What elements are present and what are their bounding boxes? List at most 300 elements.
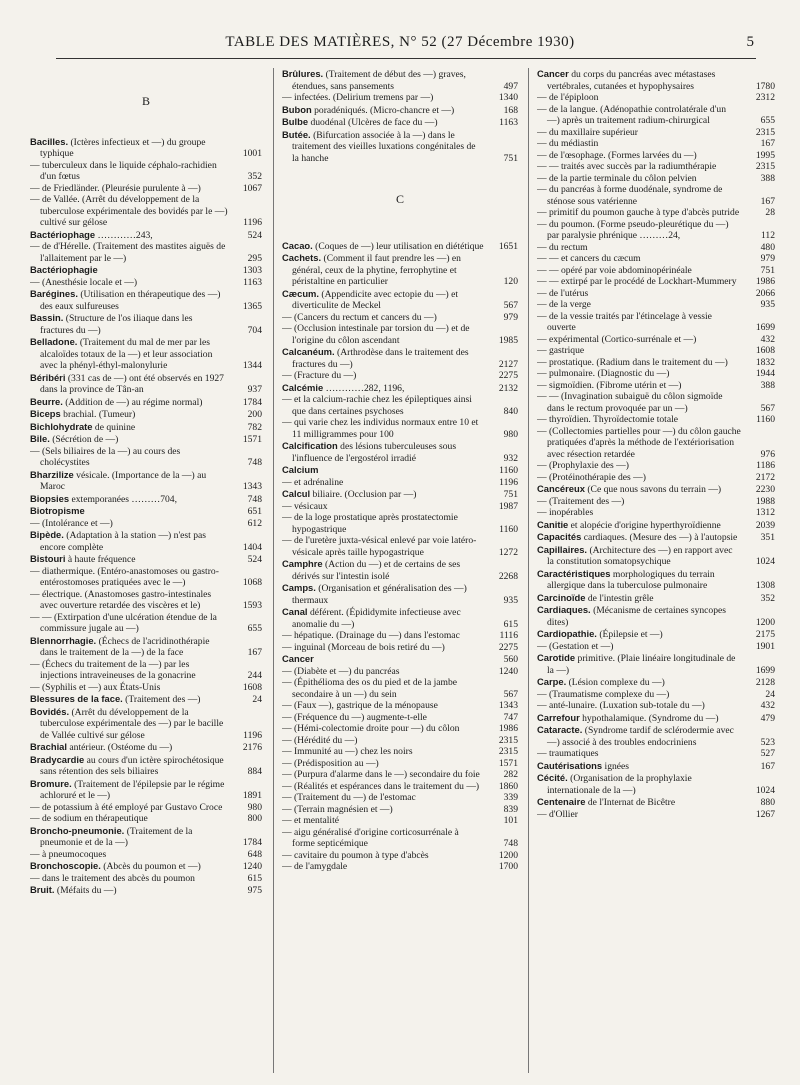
index-term: Calcium <box>282 464 319 475</box>
index-text: — pulmonaire. (Diagnostic du —) <box>537 368 670 379</box>
index-term: Brûlures. <box>282 68 324 79</box>
index-text: antérieur. (Ostéome du —) <box>69 742 173 753</box>
page-reference: 1832 <box>755 356 775 368</box>
index-entry <box>30 493 262 506</box>
page-reference: 840 <box>503 405 518 417</box>
index-text: — de Friedländer. (Pleurésie purulente à —) <box>30 182 201 194</box>
page-reference: 352 <box>760 592 775 604</box>
index-term: Cacao. <box>282 239 313 251</box>
index-term: Camphre <box>282 558 323 569</box>
page-reference: 1272 <box>498 546 518 558</box>
page-reference: 567 <box>503 300 518 311</box>
page-reference: 1891 <box>242 790 262 801</box>
page-reference: 24 <box>252 694 262 705</box>
index-text: (Arrêt du développement de la tuberculose expérimentale des —) par le bacille de Vallée cultivé sur gélose <box>40 706 224 741</box>
index-entry <box>30 553 262 566</box>
page-reference: 1995 <box>755 149 775 161</box>
page-reference: 244 <box>247 670 262 681</box>
index-column-3 <box>537 68 775 1078</box>
section-letter: B <box>141 94 150 108</box>
index-entry <box>282 382 518 395</box>
index-text: primitive. (Plaie linéaire longitudinale de la —) <box>547 653 736 676</box>
index-entry <box>282 417 518 440</box>
index-term: Canitie <box>537 518 569 530</box>
index-entry <box>30 312 262 336</box>
page-reference: 168 <box>503 104 518 116</box>
page-reference: 1240 <box>498 665 518 677</box>
index-text: (Appendicite avec ectopie du —) et diverticulite de Meckel <box>292 288 459 311</box>
index-text: (Comment il faut prendre les —) en général, ceux de la phytine, ferrophytine et péristaltine en particulier <box>292 253 461 287</box>
index-entry <box>537 207 775 219</box>
page-reference: 2176 <box>242 742 262 753</box>
index-text: du corps du pancréas avec métastases vertébrales, cutanées et hypophysaires <box>547 69 716 92</box>
index-term: Calcémie <box>282 381 324 393</box>
index-entry <box>537 724 775 748</box>
page-reference: 979 <box>503 311 518 323</box>
index-entry <box>282 758 518 770</box>
page-reference: 884 <box>247 766 262 777</box>
index-text: — — extirpé par le procédé de Lockhart-Mummery <box>537 276 737 287</box>
page-reference: 527 <box>760 748 775 759</box>
index-entry <box>30 241 262 264</box>
index-term: Bharzilize <box>30 468 74 480</box>
index-text: — d'Ollier <box>537 808 578 820</box>
index-entry <box>282 712 518 724</box>
page-reference: 2315 <box>498 734 518 746</box>
index-term: Cardiopathie. <box>537 628 597 639</box>
index-text: — (Faux —), gastrique de la ménopause <box>282 700 438 711</box>
index-entry <box>537 219 775 242</box>
page-reference: 1163 <box>499 117 518 128</box>
page-reference: 560 <box>503 654 518 665</box>
index-entry <box>537 391 775 414</box>
index-entry <box>282 240 518 253</box>
index-text: — de la loge prostatique après prostatectomie hypogastrique <box>282 512 458 535</box>
index-text: — (Collectomies partielles pour —) du côlon gauche pratiquées d'après la méthode de l'extériorisation avec résection retardée <box>537 425 741 460</box>
page-reference: 800 <box>247 813 262 824</box>
index-text: (Épilepsie et —) <box>599 629 663 640</box>
index-text: — de l'œsophage. (Formes larvées du —) <box>537 149 697 161</box>
index-text: — de Vallée. (Arrêt du développement de la tuberculose expérimentale des bovidés par le —) cultivé sur gélose <box>30 194 228 228</box>
index-term: Bubon <box>282 103 312 115</box>
index-text: à haute fréquence <box>67 554 136 565</box>
header-rule <box>56 58 756 59</box>
index-term: Carcinoïde <box>537 591 586 603</box>
index-text: …………243, <box>97 229 153 241</box>
index-term: Béribéri <box>30 371 66 383</box>
index-text: (Méfaits du —) <box>56 885 117 896</box>
section-letter: C <box>395 192 404 206</box>
index-term: Canal <box>282 606 308 617</box>
page-reference: 1986 <box>755 276 775 287</box>
index-entry <box>282 116 518 129</box>
index-entry <box>282 252 518 288</box>
page-reference: 1303 <box>242 265 262 276</box>
page-reference: 651 <box>247 506 262 517</box>
index-entry <box>537 748 775 760</box>
page-reference: 295 <box>247 252 262 264</box>
index-text: — (Sels biliaires de la —) au cours des cholécystites <box>30 445 181 468</box>
index-entry <box>282 723 518 735</box>
page-reference: 1608 <box>755 345 775 356</box>
page-reference: 2175 <box>755 629 775 640</box>
index-entry <box>282 735 518 747</box>
index-term: Bradycardie <box>30 753 85 765</box>
index-text: — (Fracture du —) <box>282 370 357 381</box>
page-reference: 567 <box>760 402 775 414</box>
page-reference: 1571 <box>498 757 518 769</box>
page-reference: 1608 <box>242 681 262 693</box>
index-entry <box>30 825 262 849</box>
index-entry <box>537 712 775 725</box>
index-term: Cæcum. <box>282 287 319 299</box>
page-reference: 112 <box>760 230 775 241</box>
index-term: Bactériophage <box>30 228 96 240</box>
index-entry <box>282 677 518 700</box>
index-entry <box>30 136 262 160</box>
page-reference: 1901 <box>755 640 775 652</box>
index-text: — de la verge <box>537 299 591 310</box>
index-text: — — traités avec succès par la radiumthérapie <box>537 161 717 172</box>
page-reference: 612 <box>247 517 262 529</box>
page-reference: 1860 <box>498 780 518 792</box>
index-entry <box>537 604 775 628</box>
index-term: Bipède. <box>30 529 64 540</box>
index-entry <box>282 827 518 850</box>
index-entry <box>537 519 775 532</box>
index-text: — (Réalités et espérances dans le traitement du —) <box>282 780 480 792</box>
index-entry <box>537 544 775 568</box>
page-reference: 388 <box>760 172 775 184</box>
index-entry <box>537 357 775 369</box>
page-reference: 1780 <box>755 80 775 92</box>
page-reference: 2128 <box>755 677 775 688</box>
index-text: (Addition de —) au régime normal) <box>65 396 203 408</box>
index-text: — qui varie chez les individus normaux entre 10 et 11 milligrammes pour 100 <box>282 417 479 440</box>
index-text: (Organisation et généralisation des —) thermaux <box>292 583 467 606</box>
index-text: (331 cas de —) ont été observés en 1927 dans la province de Tân-an <box>40 372 224 395</box>
index-entry <box>30 183 262 195</box>
index-term: Calcul <box>282 488 311 499</box>
index-term: Cancer <box>537 68 569 79</box>
index-text: — (Anesthésie locale et —) <box>30 276 138 288</box>
page-reference: 975 <box>247 885 262 896</box>
index-text: (Sécrétion de —) <box>52 434 119 445</box>
page-reference: 1068 <box>242 577 262 588</box>
page-reference: 497 <box>503 80 518 92</box>
index-term: Beurre. <box>30 395 63 407</box>
index-text: — cavitaire du poumon à type d'abcès <box>282 849 429 861</box>
index-text: (Utilisation en thérapeutique des —) des eaux sulfureuses <box>40 289 221 312</box>
index-text: — (Hérédité du —) <box>282 734 358 746</box>
index-text: — (Terrain magnésien et —) <box>282 803 393 815</box>
index-entry <box>30 372 262 396</box>
index-text: au cours d'un ictère spirochétosique sans rétention des sels biliaires <box>40 754 224 777</box>
index-term: Calcanéum. <box>282 346 335 357</box>
index-text: — (Occlusion intestinale par torsion du —) et de l'origine du côlon ascendant <box>282 323 470 346</box>
index-entry <box>30 277 262 289</box>
index-entry <box>537 253 775 265</box>
page-reference: 167 <box>760 138 775 149</box>
index-text: (Arthrodèse dans le traitement des fractures du —) <box>292 347 469 370</box>
index-entry <box>282 700 518 712</box>
page-reference: 935 <box>503 594 518 606</box>
page-reference: 1944 <box>755 368 775 379</box>
index-entry <box>30 754 262 778</box>
page-reference: 1196 <box>243 729 262 741</box>
page-reference: 979 <box>760 253 775 264</box>
index-entry <box>30 160 262 183</box>
page-reference: 2312 <box>755 92 775 103</box>
index-entry <box>537 496 775 508</box>
index-text: — diathermique. (Entéro-anastomoses ou gastro-entérostomoses pratiquées avec le —) <box>30 565 219 588</box>
page-reference: 432 <box>760 333 775 345</box>
index-entry <box>282 582 518 606</box>
index-entry <box>282 653 518 666</box>
index-entry <box>537 127 775 139</box>
index-entry <box>30 612 262 635</box>
index-term: Bactériophagie <box>30 264 98 275</box>
index-entry <box>537 311 775 334</box>
index-entry <box>537 676 775 689</box>
index-term: Biotropisme <box>30 505 85 516</box>
page-reference: 615 <box>503 618 518 630</box>
index-text: (Mécanisme de certaines syncopes dites) <box>547 605 727 628</box>
index-entry <box>537 242 775 254</box>
index-text: (Syndrome tardif de sclérodermie avec —) associé à des troubles endocriniens <box>547 725 734 748</box>
page-reference: 1784 <box>242 396 262 408</box>
page-reference: 1340 <box>498 92 518 103</box>
index-text: — de potassium à été employé par Gustavo Croce <box>30 801 223 813</box>
index-entry <box>537 345 775 357</box>
page-reference: 1700 <box>498 861 518 872</box>
index-text: — — (Extirpation d'une ulcération étendue de la commissure jugale au —) <box>30 611 217 634</box>
index-text: (Lésion complexe du —) <box>568 677 665 688</box>
index-entry <box>30 741 262 754</box>
page-reference: 2268 <box>498 570 518 582</box>
index-text: brachial. (Tumeur) <box>63 409 136 420</box>
index-term: Capillaires. <box>537 543 588 555</box>
index-text: duodénal (Ulcères de face du —) <box>310 117 438 128</box>
page-reference: 1312 <box>755 507 775 518</box>
page-reference: 2315 <box>755 161 775 172</box>
index-entry <box>537 184 775 207</box>
index-entry <box>30 408 262 421</box>
index-entry <box>30 433 262 446</box>
index-entry <box>282 769 518 781</box>
page-reference: 480 <box>760 241 775 253</box>
index-text: — thyroïdien. Thyroïdectomie totale <box>537 414 679 425</box>
index-term: Bovidés. <box>30 705 70 717</box>
index-text: — de l'amygdale <box>282 861 348 872</box>
page-reference: 1344 <box>242 360 262 371</box>
index-text: (Ce que nous savons du terrain —) <box>587 484 722 495</box>
page-reference: 1343 <box>242 481 262 492</box>
index-text: hypothalamique. (Syndrome du —) <box>582 712 719 724</box>
index-text: — (Protéinothérapie des —) <box>537 471 646 483</box>
page-reference: 120 <box>503 276 518 287</box>
page-reference: 2275 <box>498 370 518 381</box>
page-reference: 2132 <box>498 382 518 394</box>
index-entry <box>537 483 775 496</box>
index-text: morphologiques du terrain allergique dans la tuberculose pulmonaire <box>547 568 715 591</box>
page-reference: 1651 <box>498 240 518 252</box>
index-entry <box>282 394 518 417</box>
index-entry <box>30 682 262 694</box>
index-entry <box>537 652 775 676</box>
index-entry <box>282 440 518 464</box>
index-text: (Traitement de début des —) graves, étendues, sans pansements <box>292 69 466 92</box>
page-reference: 748 <box>247 457 262 468</box>
index-term: Brachial <box>30 741 67 752</box>
index-term: Biopsies <box>30 492 70 504</box>
page-reference: 937 <box>247 384 262 395</box>
index-entry <box>30 396 262 409</box>
page-reference: 167 <box>760 195 775 207</box>
index-entry <box>537 689 775 701</box>
index-entry <box>282 666 518 678</box>
page-reference: 1699 <box>755 664 775 676</box>
column-divider <box>528 68 529 1073</box>
index-entry <box>282 861 518 873</box>
index-entry <box>282 92 518 104</box>
index-text: — aigu généralisé d'origine corticosurrénale à forme septicémique <box>282 826 459 849</box>
index-term: Bulbe <box>282 116 309 127</box>
index-entry <box>30 469 262 493</box>
index-term: Cancer <box>282 653 314 664</box>
index-text: cardiaques. (Mesure des —) à l'autopsie <box>583 532 738 543</box>
index-text: — de la partie terminale du côlon pelvien <box>537 172 697 184</box>
index-entry <box>30 635 262 659</box>
index-text: — infectées. (Delirium tremens par —) <box>282 92 434 103</box>
index-text: — (Gestation et —) <box>537 640 614 652</box>
page-reference: 1240 <box>242 861 262 872</box>
index-text: — et mentalité <box>282 815 340 826</box>
index-text: — de l'utérus <box>537 287 589 299</box>
index-term: Cardiaques. <box>537 604 591 615</box>
index-entry <box>30 693 262 706</box>
page-reference: 2066 <box>755 287 775 299</box>
index-entry <box>30 884 262 897</box>
index-entry <box>537 760 775 773</box>
index-text: — du pancréas à forme duodénale, syndrome de sténose sous vatérienne <box>537 184 723 207</box>
index-entry <box>30 505 262 518</box>
index-entry <box>30 446 262 469</box>
page-reference: 1308 <box>755 580 775 591</box>
page-reference: 648 <box>247 848 262 860</box>
index-text: (Traitement du mal de mer par les alcaloïdes totaux de la —) et leur association avec la phényl-éthyl-malonylurie <box>40 337 213 371</box>
index-entry <box>30 518 262 530</box>
index-entry <box>282 850 518 862</box>
page-reference: 524 <box>247 229 262 241</box>
index-entry <box>282 512 518 535</box>
page-reference: 880 <box>760 797 775 808</box>
page-reference: 615 <box>247 872 262 884</box>
index-entry <box>282 477 518 489</box>
page-number: 5 <box>746 34 754 50</box>
index-term: Carrefour <box>537 711 580 723</box>
index-term: Butée. <box>282 128 311 140</box>
index-term: Bassin. <box>30 312 64 323</box>
index-entry <box>30 288 262 312</box>
index-text: — sigmoïdien. (Fibrome utérin et —) <box>537 379 682 391</box>
page-reference: 976 <box>760 448 775 460</box>
index-entry <box>537 568 775 592</box>
index-entry <box>30 849 262 861</box>
index-term: Cataracte. <box>537 724 583 735</box>
page-reference: 980 <box>247 801 262 813</box>
page-reference: 1404 <box>242 541 262 553</box>
index-text: — de d'Hérelle. (Traitement des mastites aiguës de l'allaitement par le —) <box>30 241 226 264</box>
index-entry <box>537 641 775 653</box>
index-text: (Coques de —) leur utilisation en diététique <box>315 240 484 252</box>
index-entry <box>30 529 262 553</box>
index-text: — tuberculeux dans le liquide céphalo-rachidien d'un fœtus <box>30 159 217 182</box>
index-text: — et la calcium-rachie chez les épileptiques ainsi que dans certaines psychoses <box>282 394 472 417</box>
index-text: (Abcès du poumon et —) <box>103 861 201 872</box>
index-column-1 <box>30 68 262 1078</box>
page-reference: 352 <box>247 171 262 182</box>
index-entry <box>282 606 518 630</box>
index-entry <box>537 68 775 92</box>
page-reference: 748 <box>247 493 262 505</box>
index-entry <box>537 276 775 288</box>
index-term: Camps. <box>282 582 316 593</box>
index-term: Carotide <box>537 652 576 663</box>
index-entry <box>30 778 262 802</box>
index-entry <box>282 558 518 582</box>
index-text: — (Prophylaxie des —) <box>537 460 629 471</box>
page-reference: 1200 <box>498 849 518 861</box>
index-text: (Organisation de la prophylaxie internationale de la —) <box>547 773 692 796</box>
index-entry <box>30 194 262 229</box>
index-entry <box>30 873 262 885</box>
page-title: TABLE DES MATIÈRES, N° 52 (27 Décembre 1930) <box>225 34 575 50</box>
page-reference: 282 <box>503 769 518 780</box>
index-entry <box>30 860 262 873</box>
index-text: — vésicaux <box>282 500 328 512</box>
index-entry <box>537 426 775 461</box>
index-text: — (Syphilis et —) aux États-Unis <box>30 681 161 693</box>
index-term: Cautérisations <box>537 759 603 771</box>
page-reference: 1200 <box>755 616 775 628</box>
page-reference: 2172 <box>755 471 775 483</box>
index-text: — du rectum <box>537 241 588 253</box>
index-entry <box>30 336 262 372</box>
page-reference: 1267 <box>755 808 775 820</box>
page-reference: 1160 <box>756 414 775 425</box>
index-entry <box>537 796 775 809</box>
index-entry <box>282 501 518 513</box>
index-entry <box>282 104 518 117</box>
index-text: (Architecture des —) en rapport avec la constitution somatopsychique <box>547 544 733 567</box>
index-text: — hépatique. (Drainage du —) dans l'estomac <box>282 630 460 641</box>
page-reference: 388 <box>760 379 775 391</box>
index-term: Bistouri <box>30 553 66 564</box>
page-reference: 2127 <box>498 358 518 370</box>
page-reference: 655 <box>247 623 262 634</box>
page-reference: 1196 <box>499 476 518 488</box>
index-text: — (Traitement des —) <box>537 495 625 507</box>
index-text: (Échecs de l'acridinothérapie dans le traitement de la —) de la face <box>40 635 210 658</box>
index-entry <box>537 628 775 641</box>
index-entry <box>537 531 775 544</box>
index-term: Biceps <box>30 408 61 419</box>
index-entry <box>282 746 518 758</box>
page-reference: 2230 <box>755 484 775 495</box>
page-reference: 980 <box>503 428 518 440</box>
page-reference: 1343 <box>498 700 518 711</box>
